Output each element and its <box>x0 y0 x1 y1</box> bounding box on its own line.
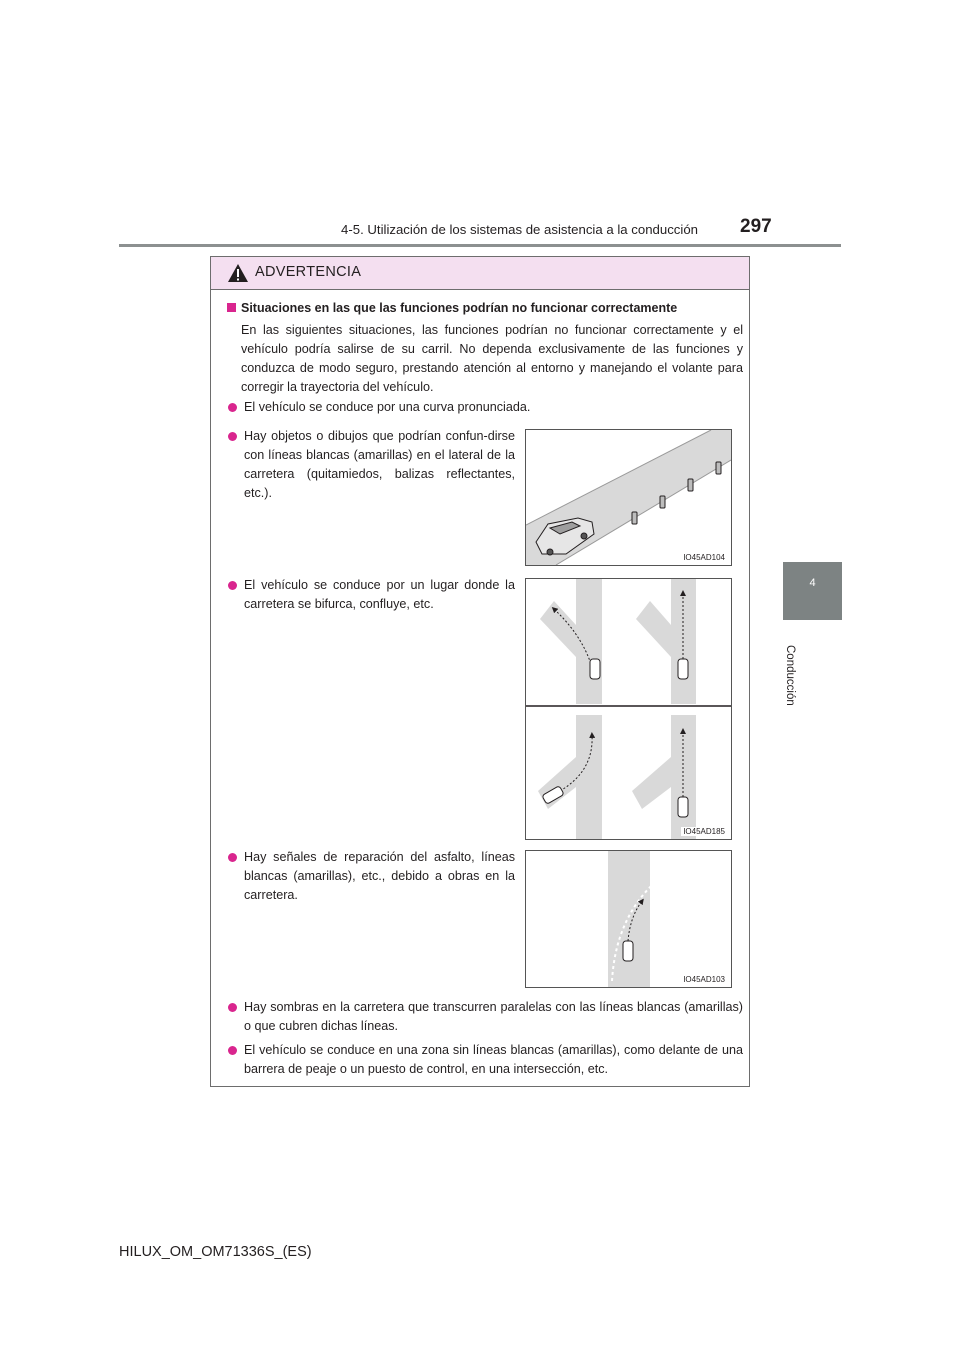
warning-heading: ADVERTENCIA <box>255 264 362 280</box>
bullet-sharp-curve: El vehículo se conduce por una curva pronunciada. <box>228 398 743 417</box>
bullet-dot-icon <box>228 1003 237 1012</box>
warning-intro: En las siguientes situaciones, las funciones podrían no funcionar correctamente y el vehículo podría salirse de su carril. No dependa exclusivamente de las funciones y conduzca de modo seguro, prestando atención al entorno y manejando el volante para corregir la trayectoria del vehículo. <box>241 323 743 394</box>
chapter-label: Conducción <box>784 645 796 706</box>
fork-merge-illustration <box>526 579 731 839</box>
bullet-dot-icon <box>228 853 237 862</box>
figure-guardrail-road <box>525 429 732 566</box>
bullet-shadows: Hay sombras en la carretera que transcurren paralelas con las líneas blancas (amarillas) o que cubren dichas líneas. <box>228 998 743 1036</box>
bullet-dot-icon <box>228 1046 237 1055</box>
bullet-dot-icon <box>228 581 237 590</box>
figure-code: IO45AD103 <box>683 975 725 984</box>
road-works-illustration <box>526 851 731 987</box>
guardrail-road-illustration <box>526 430 731 565</box>
bullet-dot-icon <box>228 403 237 412</box>
bullet-dot-icon <box>228 432 237 441</box>
page-number: 297 <box>740 216 772 237</box>
warning-subtitle: Situaciones en las que las funciones podrían no funcionar correctamente <box>227 301 677 315</box>
document-code: HILUX_OM_OM71336S_(ES) <box>119 1244 312 1260</box>
section-title: 4-5. Utilización de los sistemas de asistencia a la conducción <box>341 222 698 237</box>
figure-code: IO45AD104 <box>683 553 725 562</box>
figure-code: IO45AD185 <box>683 827 725 836</box>
chapter-number: 4 <box>809 577 816 589</box>
figure-road-fork-merge <box>525 578 732 840</box>
warning-header <box>211 257 749 290</box>
bullet-road-works: Hay señales de reparación del asfalto, líneas blancas (amarillas), etc., debido a obras en la carretera. <box>228 848 515 905</box>
header-rule <box>119 244 841 247</box>
bullet-confusing-objects: Hay objetos o dibujos que podrían confun-dirse con líneas blancas (amarillas) en el lateral de la carretera (quitamiedos, balizas reflectantes, etc.). <box>228 427 515 503</box>
bullet-no-lines: El vehículo se conduce en una zona sin líneas blancas (amarillas), como delante de una barrera de peaje o un puesto de control, en una intersección, etc. <box>228 1041 743 1079</box>
warning-box <box>210 256 750 1087</box>
chapter-tab[interactable] <box>783 562 842 620</box>
square-bullet-icon <box>227 303 236 312</box>
bullet-road-fork: El vehículo se conduce por un lugar donde la carretera se bifurca, confluye, etc. <box>228 576 515 614</box>
figure-road-works <box>525 850 732 988</box>
warning-triangle-icon <box>227 263 249 283</box>
